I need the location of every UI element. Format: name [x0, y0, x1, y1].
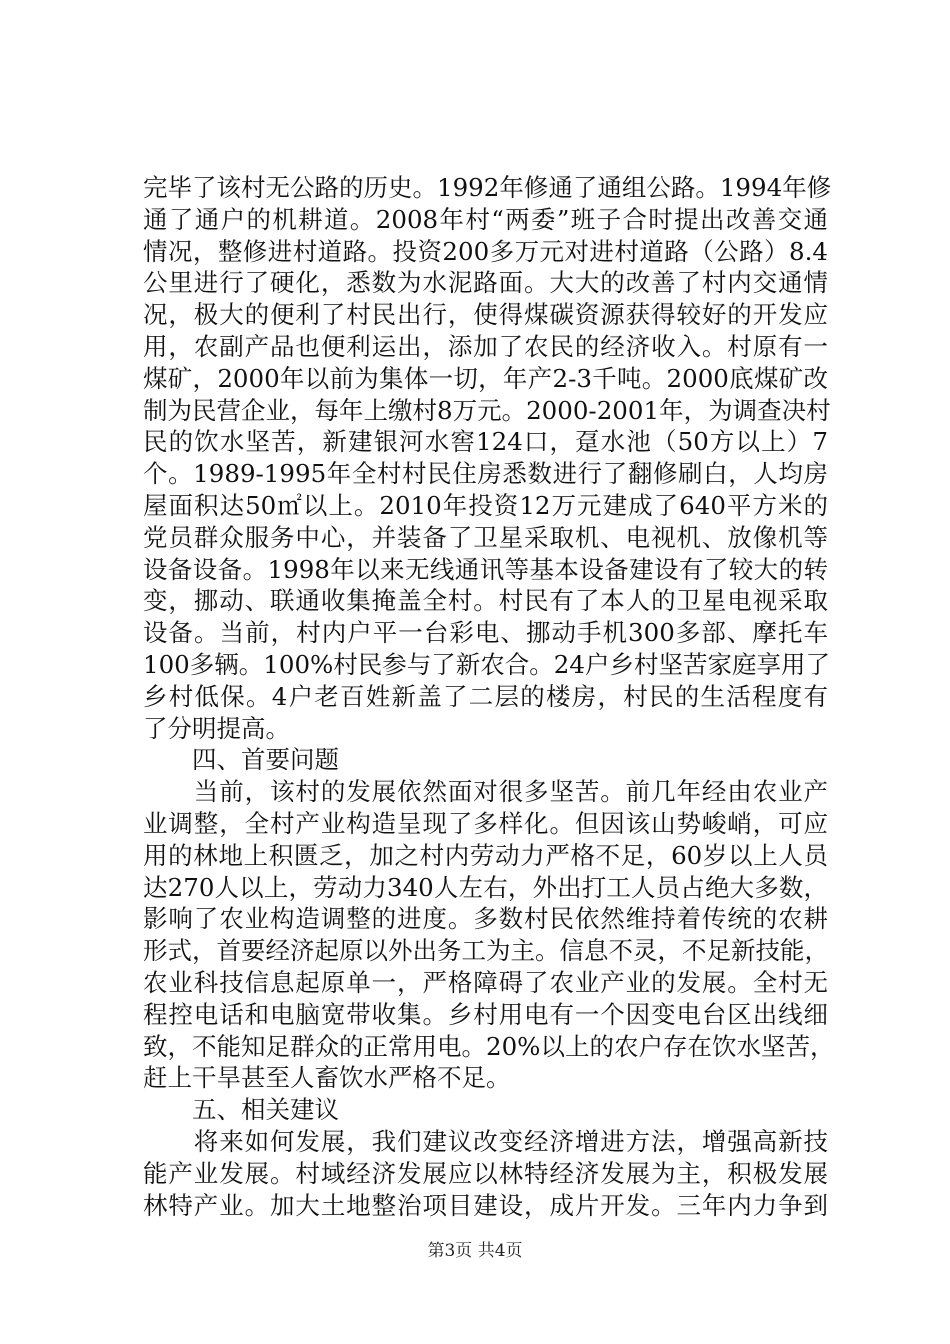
- text-line: 了分明提高。: [143, 713, 290, 743]
- text-line: 乡村低保。4户老百姓新盖了二层的楼房，村民的生活程度有: [143, 681, 828, 711]
- text-line: 业调整，全村产业构造呈现了多样化。但因该山势峻峭，可应: [143, 808, 828, 838]
- text-line: 程控电话和电脑宽带收集。乡村用电有一个因变电台区出线细: [143, 999, 828, 1029]
- text-line: 四、首要问题: [143, 745, 339, 775]
- text-line: 形式，首要经济起原以外出务工为主。信息不灵，不足新技能，: [143, 936, 829, 966]
- text-line: 完毕了该村无公路的历史。1992年修通了通组公路。1994年修: [143, 173, 832, 202]
- text-line: 影响了农业构造调整的进度。多数村民依然维持着传统的农耕: [143, 904, 828, 934]
- text-line: 林特产业。加大土地整治项目建设，成片开发。三年内力争到: [143, 1190, 828, 1220]
- text-line: 赶上干旱甚至人畜饮水严格不足。: [143, 1063, 511, 1093]
- text-line: 五、相关建议: [143, 1095, 339, 1125]
- text-line: 民的饮水坚苦，新建银河水窖124口，趸水池（50方以上）7: [143, 427, 828, 457]
- text-line: 制为民营企业，每年上缴村8万元。2000-2001年，为调查决村: [143, 395, 831, 425]
- text-line: 情况，整修进村道路。投资200多万元对进村道路（公路）8.4: [143, 236, 828, 266]
- text-line: 设备。当前，村内户平一台彩电、挪动手机300多部、摩托车: [143, 618, 828, 648]
- text-line: 用的林地上积匮乏，加之村内劳动力严格不足，60岁以上人员: [143, 840, 828, 870]
- text-line: 100多辆。100%村民参与了新农合。24户乡村坚苦家庭享用了: [143, 649, 830, 679]
- text-line: 况，极大的便利了村民出行，使得煤碳资源获得较好的开发应: [143, 300, 828, 330]
- text-line: 通了通户的机耕道。2008年村“两委”班子合时提出改善交通: [143, 204, 828, 234]
- text-line: 用，农副产品也便利运出，添加了农民的经济收入。村原有一: [143, 331, 828, 361]
- text-line: 农业科技信息起原单一，严格障碍了农业产业的发展。全村无: [143, 967, 828, 997]
- text-line: 党员群众服务中心，并装备了卫星采取机、电视机、放像机等: [143, 522, 828, 552]
- text-line: 将来如何发展，我们建议改变经济增进方法，增强高新技: [143, 1126, 828, 1156]
- text-line: 能产业发展。村域经济发展应以林特经济发展为主，积极发展: [143, 1158, 828, 1188]
- text-line: 公里进行了硬化，悉数为水泥路面。大大的改善了村内交通情: [143, 268, 828, 298]
- body-text: [143, 172, 835, 1221]
- text-line: 当前，该村的发展依然面对很多坚苦。前几年经由农业产: [143, 777, 828, 807]
- text-line: 致，不能知足群众的正常用电。20%以上的农户存在饮水坚苦，: [143, 1031, 835, 1061]
- text-line: 煤矿，2000年以前为集体一切，年产2-3千吨。2000底煤矿改: [143, 363, 828, 393]
- text-line: 达270人以上，劳动力340人左右，外出打工人员占绝大多数，: [143, 872, 828, 902]
- text-line: 屋面积达50㎡以上。2010年投资12万元建成了640平方米的: [143, 490, 828, 520]
- page-footer: 第3页 共4页: [427, 1241, 523, 1261]
- text-line: 个。1989-1995年全村村民住房悉数进行了翻修刷白，人均房: [143, 459, 828, 489]
- text-line: 变，挪动、联通收集掩盖全村。村民有了本人的卫星电视采取: [143, 586, 828, 616]
- text-line: 设备设备。1998年以来无线通讯等基本设备建设有了较大的转: [143, 554, 828, 584]
